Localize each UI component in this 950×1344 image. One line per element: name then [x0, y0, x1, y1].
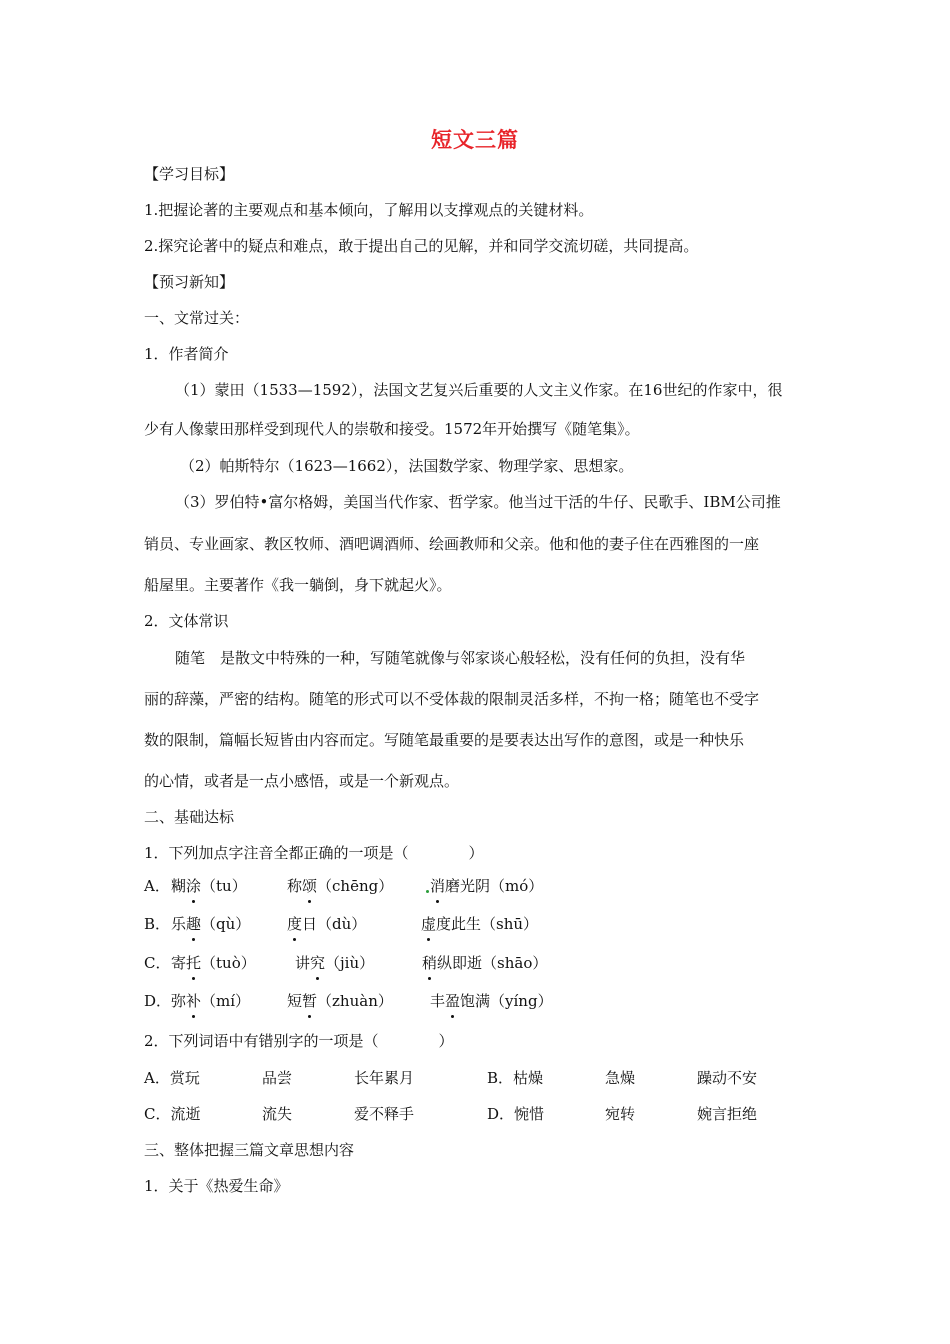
genre-line-1: 随笔 是散文中特殊的一种，写随笔就像与邻家谈心般轻松，没有任何的负担，没有华 [175, 649, 746, 667]
option-term-2: 称颂（chēng） [287, 877, 394, 895]
section-heading-preview: 【预习新知】 [144, 273, 235, 291]
part-heading-3: 三、整体把握三篇文章思想内容 [144, 1141, 355, 1159]
word-cell: 宛转 [605, 1105, 636, 1123]
author-3-line-3: 船屋里。主要著作《我一躺倒，身下就起火》。 [144, 576, 452, 594]
option-term-3: 虚度此生（shū） [421, 915, 539, 933]
part-heading-1: 一、文常过关： [144, 309, 250, 327]
author-1-line-1: （1）蒙田（1533—1592），法国文艺复兴后重要的人文主义作家。在16世纪的作家中，很 [175, 381, 783, 399]
word-cell: 躁动不安 [697, 1069, 758, 1087]
option-term-3: 消磨光阴（mó） [430, 877, 544, 895]
genre-line-3: 数的限制，篇幅长短皆由内容而定。写随笔最重要的是要表达出写作的意图，或是一种快乐 [144, 731, 745, 749]
goal-item-1: 1.把握论著的主要观点和基本倾向，了解用以支撑观点的关键材料。 [144, 201, 594, 219]
section-heading-goals: 【学习目标】 [144, 165, 235, 183]
subheading-love-life: 1．关于《热爱生命》 [144, 1177, 289, 1195]
option-term-2: 度日（dù） [287, 915, 367, 933]
author-3-line-1: （3）罗伯特•富尔格姆，美国当代作家、哲学家。他当过干活的牛仔、民歌手、IBM公司推 [175, 493, 781, 511]
word-cell: 品尝 [262, 1069, 293, 1087]
option-term-1: 乐趣（qù） [171, 915, 251, 933]
author-3-line-2: 销员、专业画家、教区牧师、酒吧调酒师、绘画教师和父亲。他和他的妻子住在西雅图的一座 [144, 535, 760, 553]
word-cell: 急燥 [605, 1069, 636, 1087]
option-label: C． [144, 954, 171, 972]
author-1-line-2: 少有人像蒙田那样受到现代人的崇敬和接受。1572年开始撰写《随笔集》。 [144, 420, 640, 438]
option-label: A． [144, 877, 170, 895]
genre-line-4: 的心情，或者是一点小感悟，或是一个新观点。 [144, 772, 460, 790]
option-term-1: 弥补（mí） [171, 992, 251, 1010]
subheading-author-intro: 1．作者简介 [144, 345, 229, 363]
word-cell: D．惋惜 [487, 1105, 545, 1123]
word-cell: 婉言拒绝 [697, 1105, 758, 1123]
option-term-1: 寄托（tuò） [171, 954, 256, 972]
option-label: D． [144, 992, 172, 1010]
part-heading-2: 二、基础达标 [144, 808, 235, 826]
genre-line-2: 丽的辞藻，严密的结构。随笔的形式可以不受体裁的限制灵活多样，不拘一格；随笔也不受字 [144, 690, 760, 708]
document-title: 短文三篇 [431, 128, 519, 152]
word-cell: B．枯燥 [487, 1069, 544, 1087]
subheading-genre: 2．文体常识 [144, 612, 229, 630]
question-2: 2．下列词语中有错别字的一项是（ ） [144, 1032, 454, 1050]
question-1: 1．下列加点字注音全都正确的一项是（ ） [144, 844, 484, 862]
option-label: B． [144, 915, 171, 933]
word-cell: 爱不释手 [354, 1105, 415, 1123]
option-term-3: 稍纵即逝（shāo） [422, 954, 548, 972]
word-cell: 流失 [262, 1105, 293, 1123]
goal-item-2: 2.探究论著中的疑点和难点，敢于提出自己的见解，并和同学交流切磋，共同提高。 [144, 237, 699, 255]
green-mark [426, 890, 429, 893]
option-term-2: 讲究（jiù） [295, 954, 375, 972]
word-cell: A．赏玩 [144, 1069, 200, 1087]
option-term-1: 糊涂（tu） [171, 877, 247, 895]
option-term-2: 短暂（zhuàn） [287, 992, 393, 1010]
word-cell: C．流逝 [144, 1105, 201, 1123]
word-cell: 长年累月 [354, 1069, 415, 1087]
option-term-3: 丰盈饱满（yíng） [430, 992, 553, 1010]
author-2: （2）帕斯特尔（1623—1662），法国数学家、物理学家、思想家。 [180, 457, 634, 475]
